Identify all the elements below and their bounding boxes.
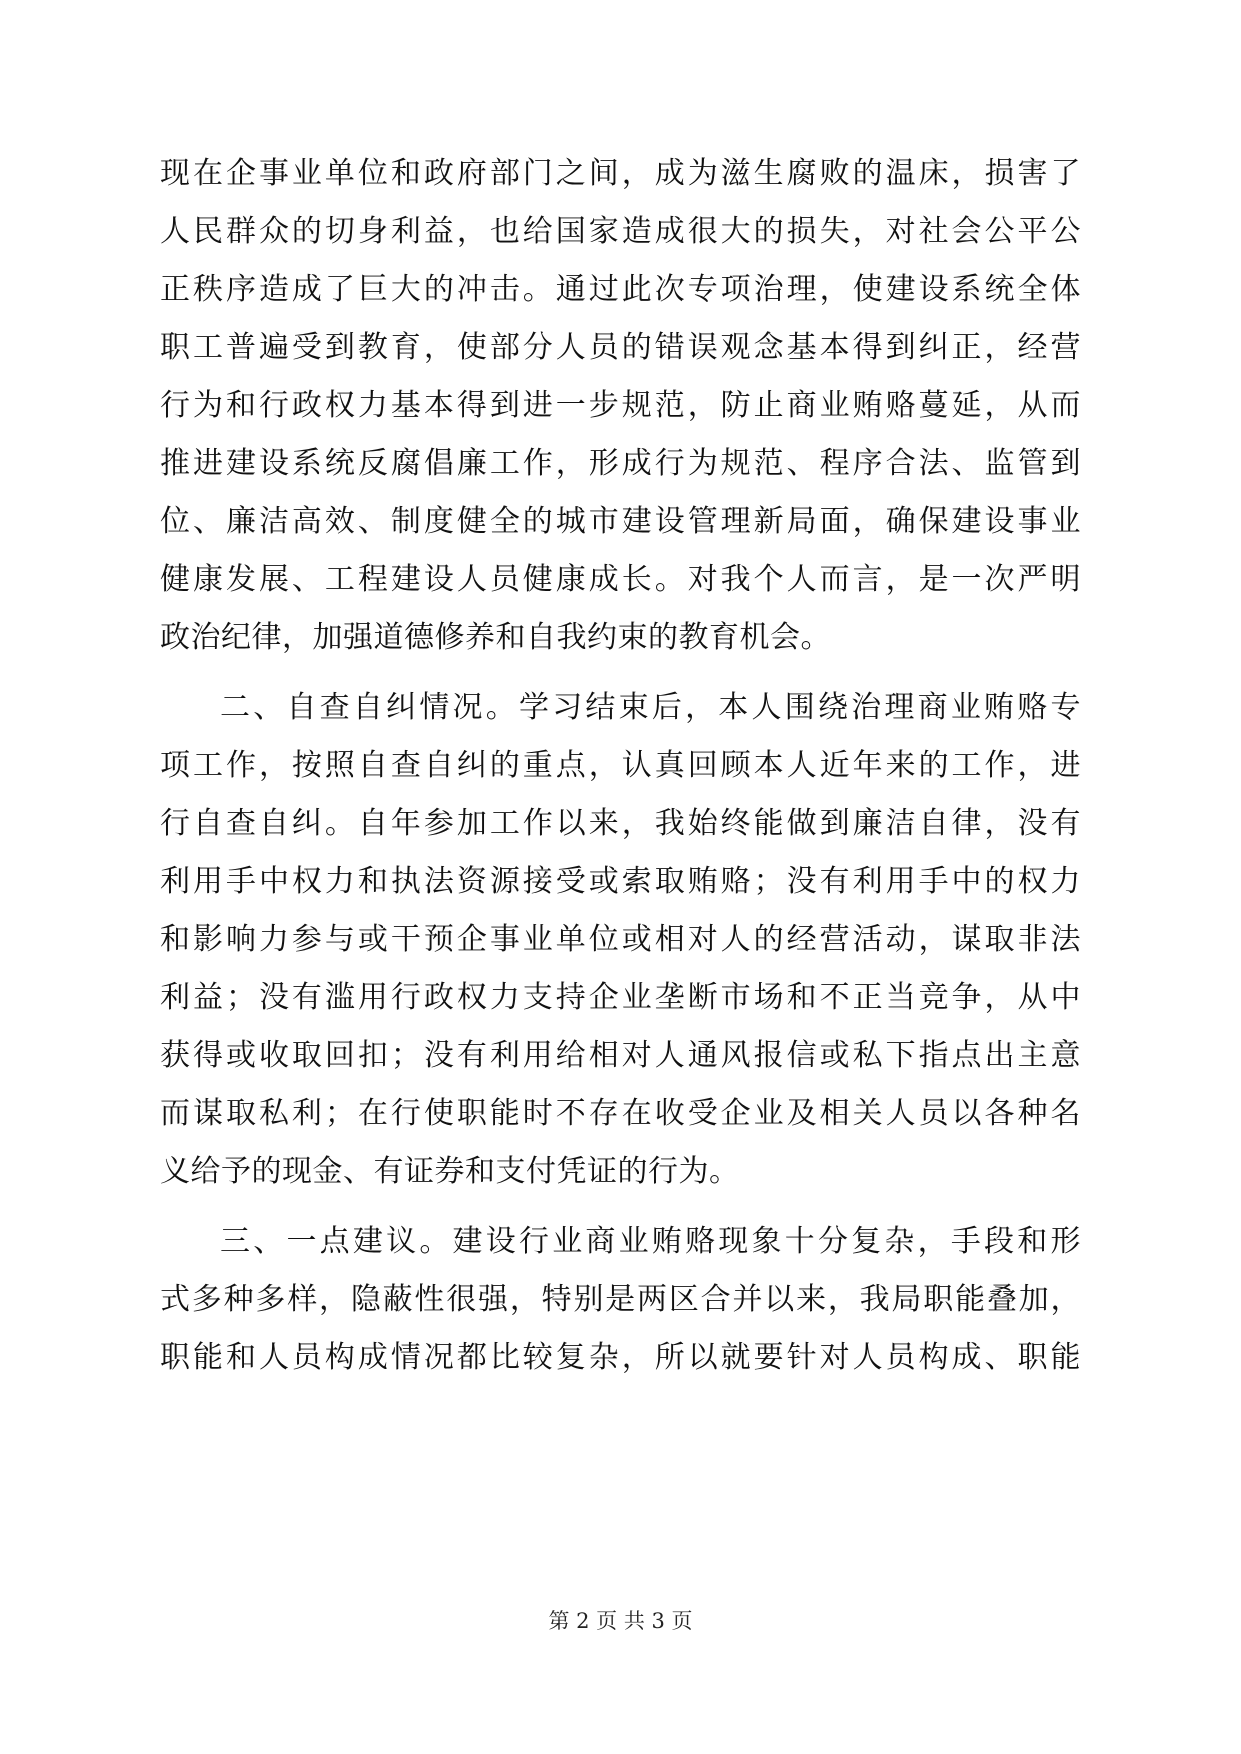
paragraph-gap: [160, 1201, 1081, 1213]
paragraph-gap: [160, 667, 1081, 679]
text-line: 义给予的现金、有证券和支付凭证的行为。: [160, 1154, 740, 1189]
text-line: 二、自查自纠情况。学习结束后，本人围绕治理商业贿赂专: [220, 690, 1081, 725]
text-line: 人民群众的切身利益，也给国家造成很大的损失，对社会公平公: [160, 214, 1081, 249]
text-line: 利益；没有滥用行政权力支持企业垄断市场和不正当竞争，从中: [160, 980, 1081, 1015]
text-line: 式多种多样，隐蔽性很强，特别是两区合并以来，我局职能叠加，: [160, 1282, 1081, 1317]
text-line: 三、一点建议。建设行业商业贿赂现象十分复杂，手段和形: [220, 1224, 1081, 1259]
paragraph-2: [160, 679, 1081, 1201]
text-line: 政治纪律，加强道德修养和自我约束的教育机会。: [160, 620, 831, 655]
text-line: 正秩序造成了巨大的冲击。通过此次专项治理，使建设系统全体: [160, 272, 1081, 307]
text-line: 项工作，按照自查自纠的重点，认真回顾本人近年来的工作，进: [160, 748, 1081, 783]
text-line: 行为和行政权力基本得到进一步规范，防止商业贿赂蔓延，从而: [160, 388, 1081, 423]
text-line: 健康发展、工程建设人员健康成长。对我个人而言，是一次严明: [160, 562, 1081, 597]
paragraph-3: [160, 1213, 1081, 1387]
text-line: 现在企事业单位和政府部门之间，成为滋生腐败的温床，损害了: [160, 156, 1081, 191]
paragraph-1: [160, 145, 1081, 667]
text-line: 获得或收取回扣；没有利用给相对人通风报信或私下指点出主意: [160, 1038, 1081, 1073]
text-line: 推进建设系统反腐倡廉工作，形成行为规范、程序合法、监管到: [160, 446, 1081, 481]
text-line: 行自查自纠。自年参加工作以来，我始终能做到廉洁自律，没有: [160, 806, 1081, 841]
text-line: 利用手中权力和执法资源接受或索取贿赂；没有利用手中的权力: [160, 864, 1081, 899]
text-line: 和影响力参与或干预企事业单位或相对人的经营活动，谋取非法: [160, 922, 1081, 957]
document-body: [160, 145, 1081, 1387]
text-line: 职能和人员构成情况都比较复杂，所以就要针对人员构成、职能: [160, 1340, 1081, 1375]
text-line: 位、廉洁高效、制度健全的城市建设管理新局面，确保建设事业: [160, 504, 1081, 539]
text-line: 职工普遍受到教育，使部分人员的错误观念基本得到纠正，经营: [160, 330, 1081, 365]
text-line: 而谋取私利；在行使职能时不存在收受企业及相关人员以各种名: [160, 1096, 1081, 1131]
page-footer: 第 2 页 共 3 页: [548, 1609, 693, 1633]
